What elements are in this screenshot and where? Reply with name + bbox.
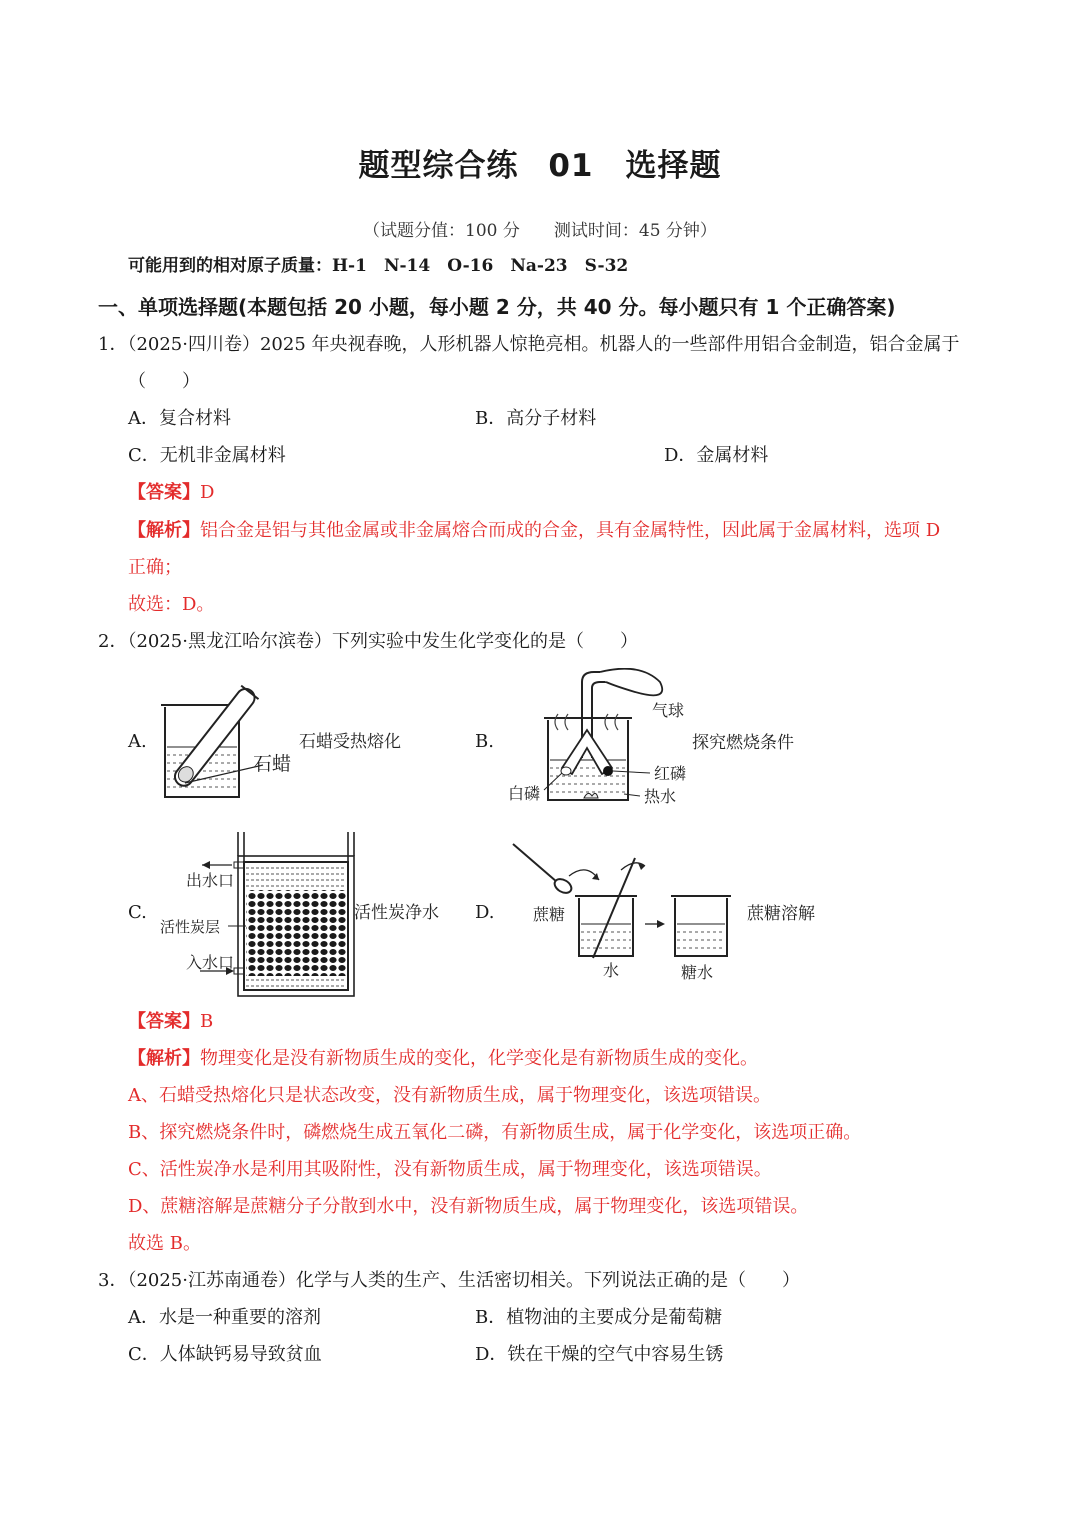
caption-c: 活性炭净水	[354, 903, 439, 923]
label-water: 水	[603, 961, 620, 980]
q2-option-b-letter: B.	[475, 731, 494, 752]
q1-stem: 1．（2025·四川卷）2025 年央视春晚，人形机器人惊艳亮相。机器人的一些部件用铝合金制造，铝合金属于	[98, 334, 960, 355]
q1-option-b: B．高分子材料	[475, 408, 597, 429]
q1-analysis	[128, 519, 940, 543]
label-carbon-layer: 活性炭层	[160, 918, 221, 936]
caption-d: 蔗糖溶解	[747, 904, 815, 924]
answer-tag: 【答案】	[128, 482, 200, 503]
q1-conclusion: 故选：D。	[128, 594, 215, 615]
diagram-activated-carbon	[158, 828, 458, 998]
q1-answer	[128, 481, 214, 505]
answer-tag: 【答案】	[128, 1011, 200, 1032]
label-sugar-water: 糖水	[681, 963, 714, 982]
q2-analysis-d: D、蔗糖溶解是蔗糖分子分散到水中，没有新物质生成，属于物理变化，该选项错误。	[128, 1196, 809, 1217]
page-title: 题型综合练 01 选择题	[358, 148, 722, 184]
label-hot-water: 热水	[644, 787, 677, 806]
analysis-text: 物理变化是没有新物质生成的变化，化学变化是有新物质生成的变化。	[200, 1048, 758, 1069]
diagram-combustion	[500, 668, 820, 813]
analysis-text: 铝合金是铝与其他金属或非金属熔合而成的合金，具有金属特性，因此属于金属材料，选项 D	[200, 520, 941, 541]
label-water-inlet: 入水口	[186, 953, 235, 972]
q2-analysis	[128, 1047, 758, 1071]
q3-option-a: A．水是一种重要的溶剂	[128, 1307, 321, 1328]
q2-conclusion: 故选 B。	[128, 1233, 201, 1254]
caption-b: 探究燃烧条件	[692, 733, 794, 753]
q1-blank: （ ）	[128, 371, 200, 392]
q2-analysis-b: B、探究燃烧条件时，磷燃烧生成五氧化二磷，有新物质生成，属于化学变化，该选项正确。	[128, 1122, 862, 1143]
q1-option-a: A．复合材料	[128, 408, 231, 429]
q1-option-d: D．金属材料	[664, 445, 769, 466]
analysis-tag: 【解析】	[128, 520, 200, 541]
label-white-phosphorus: 白磷	[508, 784, 541, 803]
q2-option-d-letter: D.	[475, 902, 495, 923]
answer-value: D	[200, 482, 215, 503]
answer-value: B	[200, 1011, 214, 1032]
exam-info: （试题分值：100 分 测试时间：45 分钟）	[363, 221, 717, 241]
label-balloon: 气球	[652, 701, 685, 720]
q1-option-c: C．无机非金属材料	[128, 445, 286, 466]
q2-analysis-a: A、石蜡受热熔化只是状态改变，没有新物质生成，属于物理变化，该选项错误。	[128, 1085, 771, 1106]
atomic-masses: 可能用到的相对原子质量：H-1 N-14 O-16 Na-23 S-32	[128, 256, 629, 276]
label-water-outlet: 出水口	[186, 871, 235, 890]
label-sugar: 蔗糖	[533, 905, 566, 924]
q2-answer	[128, 1010, 213, 1034]
section-heading: 一、单项选择题(本题包括 20 小题，每小题 2 分，共 40 分。每小题只有 1 个正确答案)	[98, 295, 896, 319]
diagram-sugar-dissolving	[505, 838, 835, 988]
label-wax: 石蜡	[253, 753, 292, 775]
q2-option-a-letter: A.	[128, 731, 147, 752]
q2-stem: 2．（2025·黑龙江哈尔滨卷）下列实验中发生化学变化的是（ ）	[98, 631, 638, 652]
q3-stem: 3．（2025·江苏南通卷）化学与人类的生产、生活密切相关。下列说法正确的是（ ）	[98, 1270, 800, 1291]
label-red-phosphorus: 红磷	[654, 764, 687, 783]
q3-option-c: C．人体缺钙易导致贫血	[128, 1344, 322, 1365]
diagram-wax-melting	[155, 675, 425, 815]
analysis-tag: 【解析】	[128, 1048, 200, 1069]
q3-option-b: B．植物油的主要成分是葡萄糖	[475, 1307, 723, 1328]
caption-a: 石蜡受热熔化	[299, 732, 401, 752]
q2-option-c-letter: C.	[128, 902, 147, 923]
q3-option-d: D．铁在干燥的空气中容易生锈	[475, 1344, 724, 1365]
q2-analysis-c: C、活性炭净水是利用其吸附性，没有新物质生成，属于物理变化，该选项错误。	[128, 1159, 772, 1180]
q1-analysis-cont: 正确；	[128, 557, 182, 578]
